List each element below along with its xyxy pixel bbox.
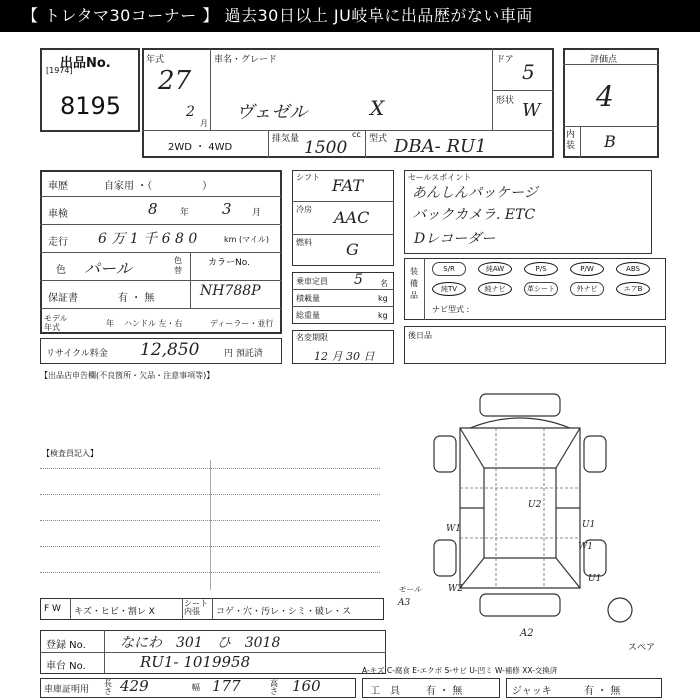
navi-label: ナビ型式 : bbox=[432, 305, 470, 314]
lot-box bbox=[40, 48, 140, 132]
displacement-unit: cc bbox=[352, 130, 361, 139]
capacity-label: 乗車定員 bbox=[296, 277, 328, 286]
history-label: 車歴 bbox=[48, 181, 68, 192]
damage-note: U1 bbox=[588, 574, 602, 584]
fw-label: F W bbox=[44, 604, 61, 614]
fuel-label: 燃料 bbox=[296, 238, 312, 247]
inspection-year: 8 bbox=[148, 200, 158, 218]
drive-value: 2WD ・ 4WD bbox=[168, 142, 233, 153]
sales-points-label: セールスポイント bbox=[408, 173, 472, 182]
tools-value: 有 ・ 無 bbox=[426, 686, 463, 697]
lot-small-tag: [1974] bbox=[46, 66, 73, 75]
equip-leather: 革シート bbox=[524, 282, 558, 296]
sales-point-line: Dレコーダー bbox=[414, 231, 496, 247]
inspection-label: 車検 bbox=[48, 209, 68, 220]
shift-label: シフト bbox=[296, 173, 320, 182]
chassis-label: 車台 No. bbox=[46, 661, 86, 672]
cert-height: 160 bbox=[292, 677, 321, 695]
model-name: ヴェゼル bbox=[236, 102, 308, 123]
post-box bbox=[404, 326, 666, 364]
capacity-value: 5 bbox=[354, 272, 363, 288]
mileage-label: 走行 bbox=[48, 237, 68, 248]
score-label: 評価点 bbox=[590, 55, 618, 65]
damage-legend: A-キズ C-腐食 E-エクボ S-サビ U-凹ミ W-補修 XX-交換済 bbox=[362, 666, 558, 675]
name-change-label: 名変期限 bbox=[296, 333, 328, 342]
year-month-unit: 月 bbox=[200, 119, 208, 128]
equip-sr: S/R bbox=[432, 262, 466, 276]
shape-label: 形状 bbox=[496, 96, 515, 106]
model-row-dealer: ディーラー・並行 bbox=[210, 319, 274, 328]
chassis-value: RU1- 1019958 bbox=[140, 653, 251, 671]
interior-value: B bbox=[604, 132, 616, 151]
fuel-value: G bbox=[346, 240, 359, 259]
interior-label: 内装 bbox=[566, 130, 576, 151]
damage-note: U1 bbox=[582, 520, 596, 530]
shift-value: FAT bbox=[332, 176, 364, 195]
warranty-label: 保証書 bbox=[48, 293, 78, 304]
lot-label: 出品No. bbox=[60, 56, 111, 71]
name-change-value: 12 月 30 日 bbox=[314, 350, 375, 363]
color-value: パール bbox=[84, 259, 132, 278]
tools-label: 工 具 bbox=[370, 686, 400, 697]
inspection-month: 3 bbox=[222, 200, 232, 218]
exhibitor-note: 【出品店申告欄(不良箇所・欠品・注意事項等)】 bbox=[40, 371, 215, 380]
cert-width: 177 bbox=[212, 677, 241, 695]
load-unit: kg bbox=[378, 294, 388, 303]
sales-point-line: あんしんパッケージ bbox=[412, 185, 538, 201]
damage-note: W1 bbox=[578, 542, 593, 552]
equip-pw: P/W bbox=[570, 262, 604, 276]
model-row-label: モデル年式 bbox=[44, 314, 68, 332]
displacement-value: 1500 bbox=[304, 138, 348, 158]
load-label: 積載量 bbox=[296, 294, 320, 303]
fw-text: キズ・ヒビ・割レ X bbox=[74, 607, 155, 617]
color-label: 色 bbox=[56, 265, 66, 276]
model-code-label: 型式 bbox=[369, 134, 388, 144]
model-grade: X bbox=[370, 96, 385, 120]
cert-height-label: 高さ bbox=[270, 679, 278, 696]
mileage-unit: km (マイル) bbox=[224, 235, 270, 244]
model-row-year-unit: 年 bbox=[106, 319, 114, 328]
score-value: 4 bbox=[596, 80, 614, 113]
gross-unit: kg bbox=[378, 311, 388, 320]
sales-point-line: バックカメラ. ETC bbox=[412, 207, 536, 223]
equipment-label: 装備品 bbox=[410, 267, 418, 300]
equip-ext-navi: 外ナビ bbox=[570, 282, 604, 296]
doors-value: 5 bbox=[522, 60, 535, 84]
model-code-value: DBA- RU1 bbox=[394, 136, 487, 157]
cert-len: 429 bbox=[120, 677, 149, 695]
fw-text2: コゲ・穴・汚レ・シミ・破レ・ス bbox=[216, 607, 352, 617]
cert-width-label: 幅 bbox=[192, 683, 200, 692]
car-diagram bbox=[400, 388, 640, 628]
model-label: 車名・グレード bbox=[214, 55, 278, 65]
recycle-label: リサイクル料金 bbox=[46, 349, 108, 359]
damage-note: A3 bbox=[398, 598, 411, 608]
damage-note: W2 bbox=[448, 584, 463, 594]
equip-pure-aw: 純AW bbox=[478, 262, 512, 276]
post-label: 後日品 bbox=[408, 331, 432, 340]
cooling-value: AAC bbox=[334, 208, 370, 227]
color-code-label: カラーNo. bbox=[208, 258, 250, 268]
damage-note: A2 bbox=[520, 628, 534, 639]
registration-label: 登録 No. bbox=[46, 640, 86, 651]
damage-note: モール bbox=[398, 585, 422, 594]
equip-abs: ABS bbox=[616, 262, 650, 276]
equip-airbag: エアB bbox=[616, 282, 650, 296]
doors-label: ドア bbox=[496, 55, 514, 65]
shape-value: W bbox=[522, 100, 541, 121]
displacement-label: 排気量 bbox=[272, 134, 300, 144]
cert-len-label: 長さ bbox=[104, 679, 112, 696]
history-value: 自家用 ・（ ） bbox=[104, 181, 213, 192]
capacity-unit: 名 bbox=[380, 279, 388, 288]
inspection-month-unit: 月 bbox=[252, 208, 262, 218]
mileage-value: 6 万 1 千 6 8 0 bbox=[98, 231, 198, 247]
inspection-year-unit: 年 bbox=[180, 208, 190, 218]
damage-note: U2 bbox=[528, 500, 542, 510]
color-change-label: 色替 bbox=[174, 256, 182, 275]
recycle-value: 12,850 bbox=[140, 340, 200, 360]
equip-ps: P/S bbox=[524, 262, 558, 276]
year-label: 年式 bbox=[146, 55, 165, 65]
lot-number: 8195 bbox=[60, 92, 122, 120]
inspector-note: 【検査員記入】 bbox=[42, 449, 98, 458]
year-value: 27 bbox=[158, 66, 192, 96]
color-code: NH788P bbox=[200, 283, 261, 299]
damage-note: W1 bbox=[446, 524, 461, 534]
top-banner: 【 トレタマ30コーナー 】 過去30日以上 JU岐阜に出品歴がない車両 bbox=[0, 0, 700, 32]
year-month: 2 bbox=[186, 104, 195, 120]
cooling-label: 冷房 bbox=[296, 205, 312, 214]
recycle-unit: 円 預託済 bbox=[224, 349, 263, 359]
registration-value: なにわ 301 ひ 3018 bbox=[120, 635, 281, 651]
gross-label: 総重量 bbox=[296, 311, 320, 320]
jack-value: 有 ・ 無 bbox=[584, 686, 621, 697]
equip-pure-navi: 純ナビ bbox=[478, 282, 512, 296]
equip-pure-tv: 純TV bbox=[432, 282, 466, 296]
warranty-value: 有 ・ 無 bbox=[118, 293, 155, 304]
model-row-handle: ハンドル 左・右 bbox=[124, 319, 183, 328]
spare-label: スペア bbox=[628, 643, 656, 653]
jack-label: ジャッキ bbox=[512, 686, 552, 697]
fw-seat: シート 内張 bbox=[184, 599, 208, 616]
cert-label: 車庫証明用 bbox=[44, 685, 90, 695]
